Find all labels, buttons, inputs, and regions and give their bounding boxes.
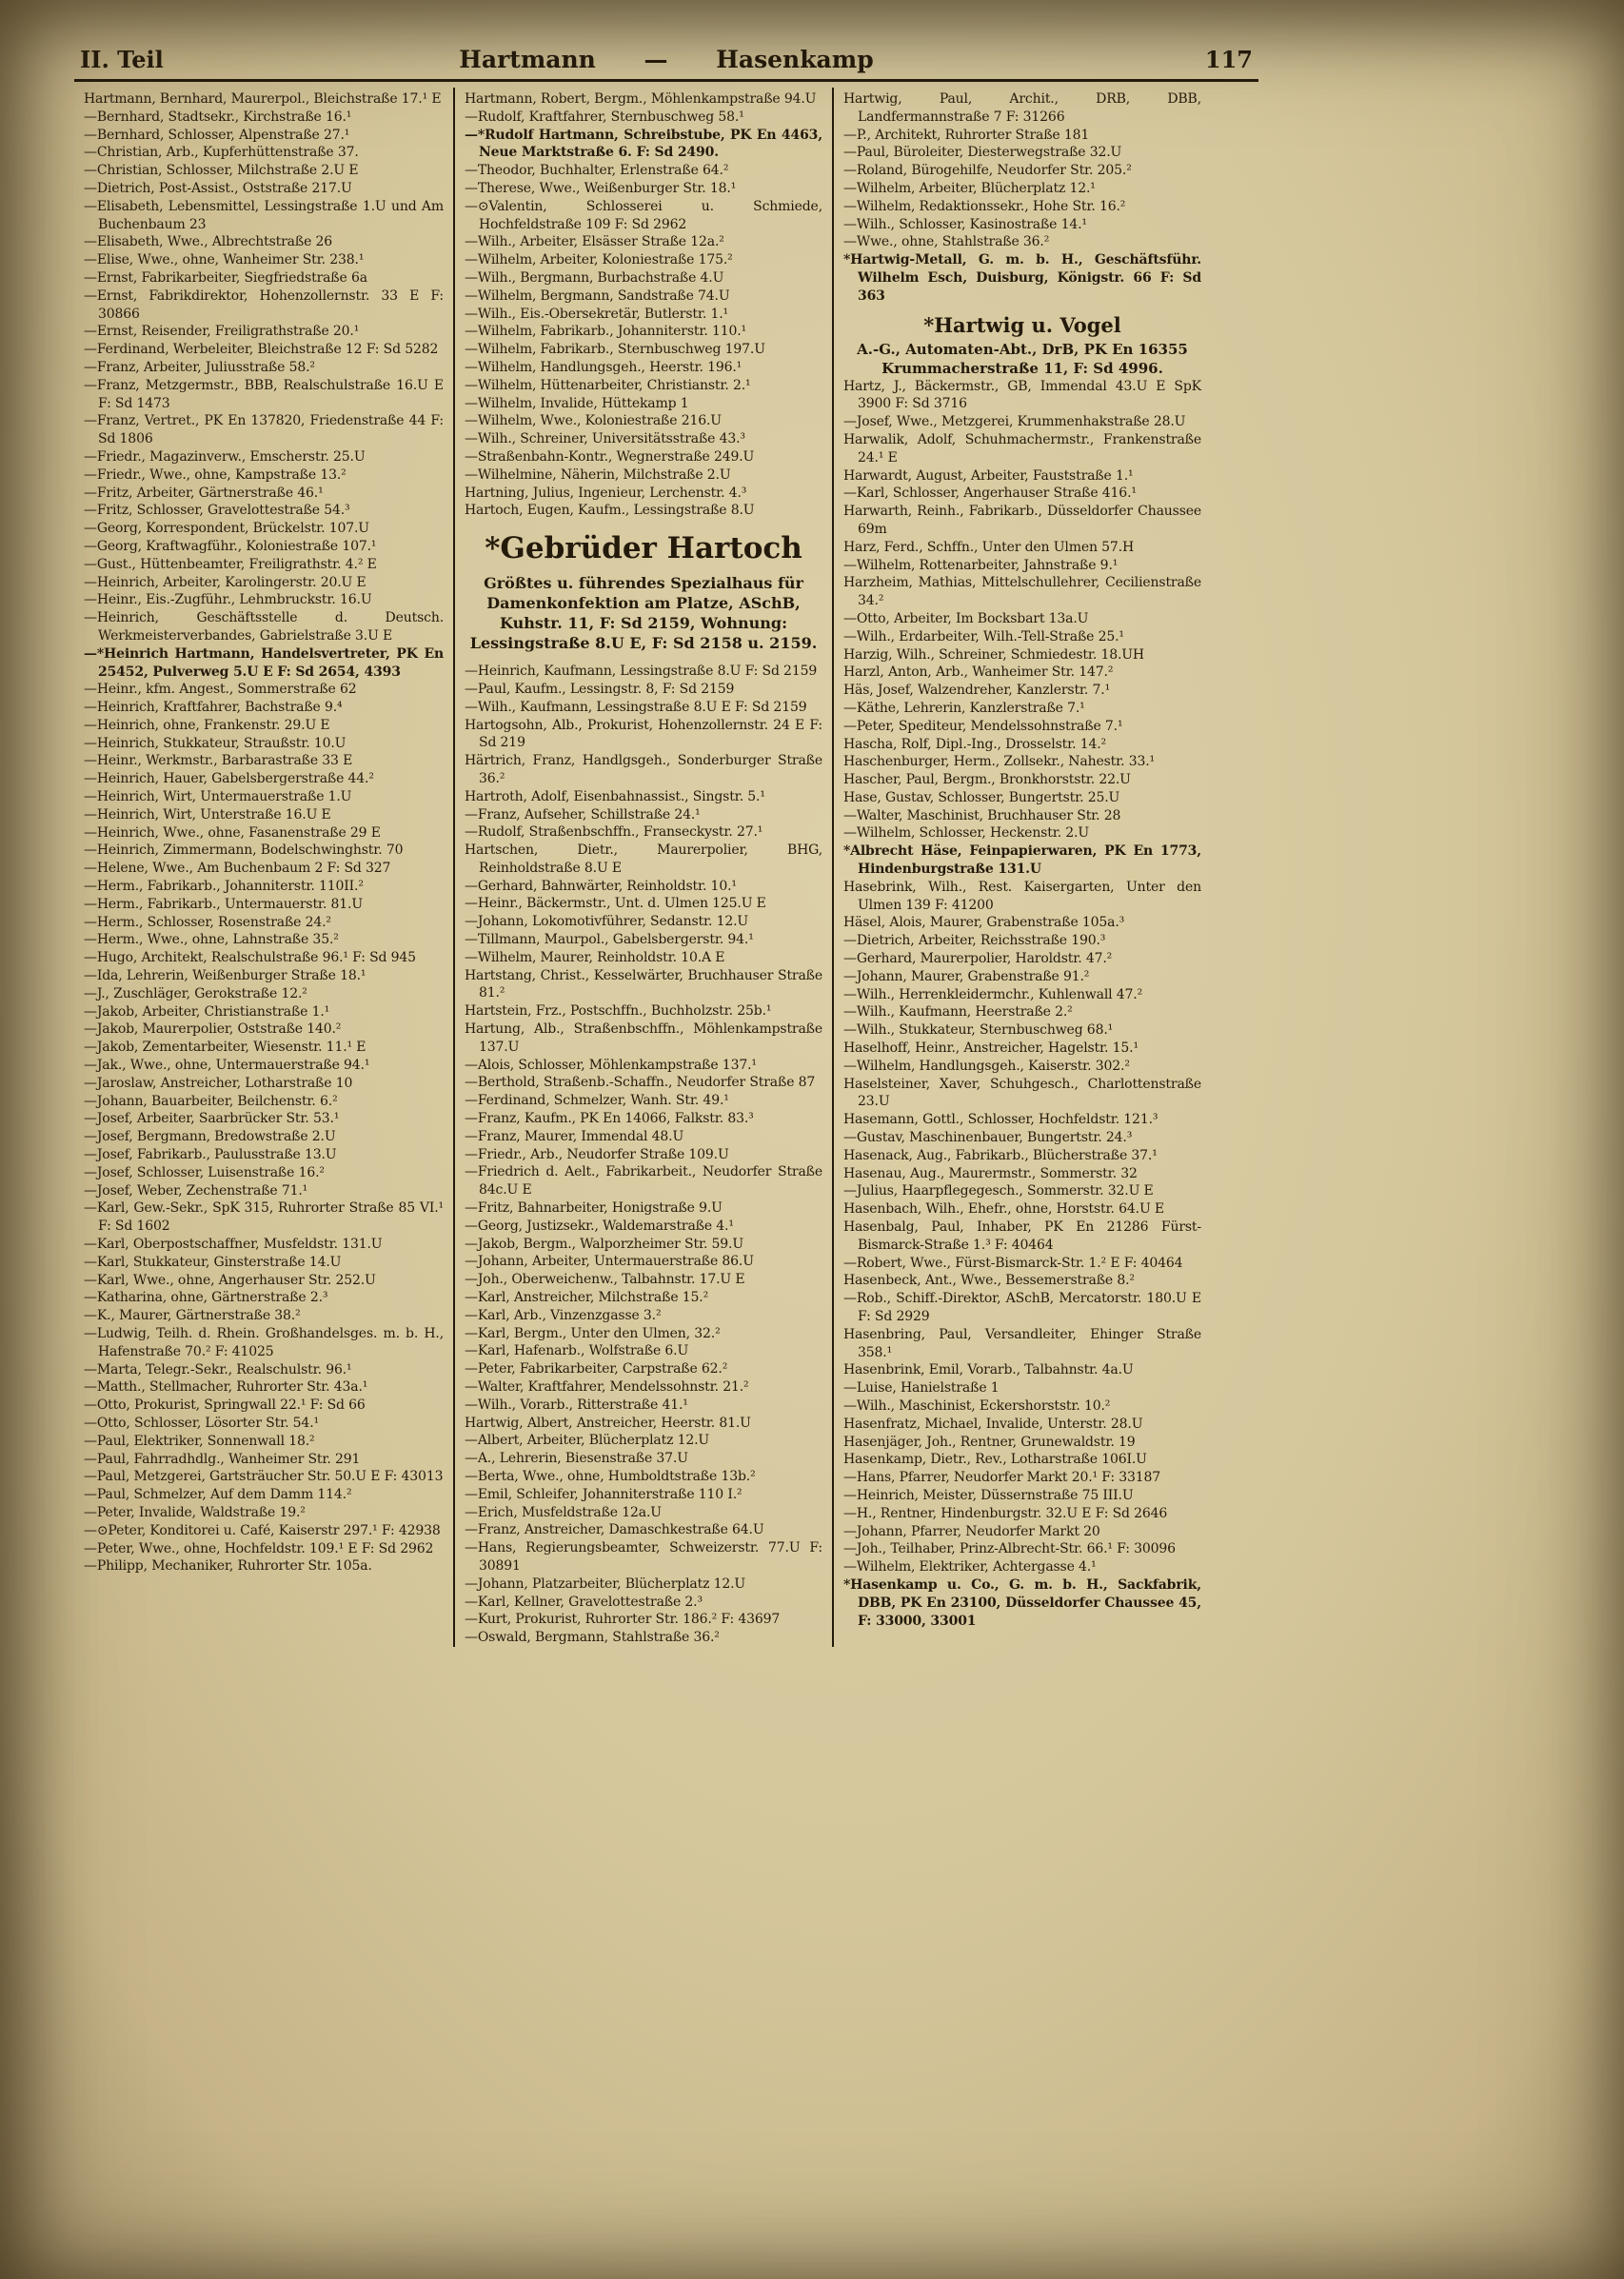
directory-entry: Hartmann, Bernhard, Maurerpol., Bleichstraße 17.¹ E bbox=[84, 91, 442, 107]
directory-entry: —Bernhard, Schlosser, Alpenstraße 27.¹ bbox=[84, 127, 350, 143]
directory-entry: —K., Maurer, Gärtnerstraße 38.² bbox=[84, 1308, 301, 1324]
directory-entry: —Albert, Arbeiter, Blücherplatz 12.U bbox=[465, 1433, 710, 1449]
directory-entry: —Josef, Weber, Zechenstraße 71.¹ bbox=[84, 1182, 308, 1199]
directory-entry: —Wilhelmine, Näherin, Milchstraße 2.U bbox=[465, 466, 731, 483]
directory-entry: —Georg, Kraftwagführ., Koloniestraße 107.¹ bbox=[84, 538, 377, 554]
directory-entry: —Johann, Platzarbeiter, Blücherplatz 12.U bbox=[465, 1575, 746, 1592]
directory-entry: —Walter, Kraftfahrer, Mendelssohnstr. 21.² bbox=[465, 1379, 749, 1395]
directory-entry: Hasenbeck, Ant., Wwe., Bessemerstraße 8.² bbox=[843, 1273, 1135, 1289]
directory-entry: Hasenbring, Paul, Versandleiter, Ehinger Straße 358.¹ bbox=[843, 1326, 1201, 1360]
directory-entry: Hartning, Julius, Ingenieur, Lerchenstr. 4.³ bbox=[465, 485, 747, 501]
directory-entry: —Wilhelm, Rottenarbeiter, Jahnstraße 9.¹ bbox=[843, 557, 1119, 573]
directory-entry: —Roland, Bürogehilfe, Neudorfer Str. 205.² bbox=[843, 163, 1132, 179]
directory-entry: —Heinrich, ohne, Frankenstr. 29.U E bbox=[84, 717, 330, 733]
directory-entry: —Johann, Lokomotivführer, Sedanstr. 12.U bbox=[465, 914, 749, 930]
ad-body-text: Größtes u. führendes Spezialhaus für Damenkonfektion am Platze, ASchB, Kuhstr. 11, F: Sd 2159, Wohnung: Lessingstraße 8.U E, F: Sd 2158 u. 2159. bbox=[469, 574, 818, 653]
directory-entry: —Karl, Hafenarb., Wolfstraße 6.U bbox=[465, 1343, 689, 1359]
directory-entry: —Robert, Wwe., Fürst-Bismarck-Str. 1.² E F: 40464 bbox=[843, 1255, 1183, 1271]
directory-entry: Hartoch, Eugen, Kaufm., Lessingstraße 8.U bbox=[465, 503, 755, 519]
directory-entry: Harzl, Anton, Arb., Wanheimer Str. 147.² bbox=[843, 664, 1114, 681]
directory-entry: —Ernst, Fabrikarbeiter, Siegfriedstraße 6a bbox=[84, 269, 367, 286]
directory-entry: —Paul, Schmelzer, Auf dem Damm 114.² bbox=[84, 1487, 352, 1503]
directory-entry: —Oswald, Bergmann, Stahlstraße 36.² bbox=[465, 1630, 720, 1646]
directory-entry: —Straßenbahn-Kontr., Wegnerstraße 249.U bbox=[465, 448, 755, 465]
directory-entry: —Karl, Gew.-Sekr., SpK 315, Ruhrorter Straße 85 VI.¹ F: Sd 1602 bbox=[84, 1200, 444, 1235]
ad-text-line: A.-G., Automaten-Abt., DrB, PK En 16355 bbox=[857, 340, 1188, 358]
directory-entry: —Karl, Bergm., Unter den Ulmen, 32.² bbox=[465, 1325, 721, 1341]
directory-entry: —Wilhelm, Fabrikarb., Johanniterstr. 110.¹ bbox=[465, 324, 746, 340]
directory-entry: —Julius, Haarpflegegesch., Sommerstr. 32.U E bbox=[843, 1183, 1154, 1199]
directory-entry: —Otto, Arbeiter, Im Bocksbart 13a.U bbox=[843, 610, 1089, 626]
directory-entry: —Heinrich, Wirt, Unterstraße 16.U E bbox=[84, 806, 331, 822]
directory-entry: —Georg, Korrespondent, Brückelstr. 107.U bbox=[84, 521, 369, 537]
directory-entry: —Theodor, Buchhalter, Erlenstraße 64.² bbox=[465, 163, 729, 179]
directory-entry: —Heinrich, Zimmermann, Bodelschwinghstr. 70 bbox=[84, 842, 404, 859]
directory-entry: —Therese, Wwe., Weißenburger Str. 18.¹ bbox=[465, 180, 737, 196]
header-page-number: 117 bbox=[1204, 46, 1253, 73]
directory-columns bbox=[74, 88, 1258, 1647]
directory-entry: —Marta, Telegr.-Sekr., Realschulstr. 96.¹ bbox=[84, 1361, 352, 1377]
directory-entry: —Wilh., Vorarb., Ritterstraße 41.¹ bbox=[465, 1397, 688, 1413]
directory-entry: —Heinrich, Geschäftsstelle d. Deutsch. Werkmeisterverbandes, Gabrielstraße 3.U E bbox=[84, 610, 444, 644]
directory-entry: —Jakob, Bergm., Walporzheimer Str. 59.U bbox=[465, 1236, 744, 1252]
directory-entry: Harwalik, Adolf, Schuhmachermstr., Frankenstraße 24.¹ E bbox=[843, 431, 1201, 466]
directory-entry: —Herm., Schlosser, Rosenstraße 24.² bbox=[84, 914, 331, 930]
directory-entry: —Herm., Wwe., ohne, Lahnstraße 35.² bbox=[84, 932, 339, 948]
directory-entry: —Karl, Stukkateur, Ginsterstraße 14.U bbox=[84, 1254, 342, 1270]
directory-entry: —Wilhelm, Handlungsgeh., Heerstr. 196.¹ bbox=[465, 359, 743, 375]
directory-entry: —Jaroslaw, Anstreicher, Lotharstraße 10 bbox=[84, 1075, 353, 1091]
directory-entry: —Karl, Arb., Vinzenzgasse 3.² bbox=[465, 1307, 662, 1323]
directory-entry: —Fritz, Bahnarbeiter, Honigstraße 9.U bbox=[465, 1200, 723, 1217]
directory-entry: —P., Architekt, Ruhrorter Straße 181 bbox=[843, 127, 1090, 143]
directory-entry: Hartung, Alb., Straßenbschffn., Möhlenkampstraße 137.U bbox=[465, 1021, 822, 1055]
directory-entry: —Wilh., Maschinist, Eckershorststr. 10.² bbox=[843, 1397, 1111, 1414]
directory-entry: —Rob., Schiff.-Direktor, ASchB, Mercatorstr. 180.U E F: Sd 2929 bbox=[843, 1291, 1201, 1324]
directory-entry: Hasebrink, Wilh., Rest. Kaisergarten, Unter den Ulmen 139 F: 41200 bbox=[843, 879, 1201, 913]
directory-entry: Harzig, Wilh., Schreiner, Schmiedestr. 18.UH bbox=[843, 646, 1144, 663]
directory-entry: —Paul, Metzgerei, Gartsträucher Str. 50.U E F: 43013 bbox=[84, 1469, 444, 1485]
directory-entry: —Heinrich, Wwe., ohne, Fasanenstraße 29 E bbox=[84, 824, 381, 841]
directory-entry: —Erich, Musfeldstraße 12a.U bbox=[465, 1504, 662, 1520]
directory-entry: —Heinrich, Stukkateur, Straußstr. 10.U bbox=[84, 735, 347, 751]
directory-entry: —Fritz, Schlosser, Gravelottestraße 54.³ bbox=[84, 503, 350, 519]
directory-entry: —Johann, Arbeiter, Untermauerstraße 86.U bbox=[465, 1254, 754, 1270]
page-content bbox=[74, 46, 1258, 1647]
directory-entry: —Johann, Maurer, Grabenstraße 91.² bbox=[843, 968, 1090, 984]
directory-entry: —Ferdinand, Schmelzer, Wanh. Str. 49.¹ bbox=[465, 1093, 729, 1109]
directory-entry: Haschenburger, Herm., Zollsekr., Nahestr. 33.¹ bbox=[843, 754, 1155, 770]
directory-entry: —Wilh., Kaufmann, Heerstraße 2.² bbox=[843, 1004, 1073, 1021]
directory-entry: —Alois, Schlosser, Möhlenkampstraße 137.¹ bbox=[465, 1057, 757, 1073]
directory-entry: —Wilh., Kaufmann, Lessingstraße 8.U E F: Sd 2159 bbox=[465, 699, 807, 715]
directory-entry: —Rudolf, Kraftfahrer, Sternbuschweg 58.¹ bbox=[465, 109, 744, 125]
directory-entry: Hascher, Paul, Bergm., Bronkhorststr. 22.U bbox=[843, 772, 1131, 788]
directory-entry: —Bernhard, Stadtsekr., Kirchstraße 16.¹ bbox=[84, 109, 352, 125]
directory-entry: —Franz, Anstreicher, Damaschkestraße 64.U bbox=[465, 1522, 764, 1538]
directory-entry: —Hugo, Architekt, Realschulstraße 96.¹ F: Sd 945 bbox=[84, 950, 416, 966]
directory-entry: —Karl, Kellner, Gravelottestraße 2.³ bbox=[465, 1594, 703, 1610]
directory-entry: Hartwig, Paul, Archit., DRB, DBB, Landfermannstraße 7 F: 31266 bbox=[843, 91, 1201, 125]
directory-entry: —Franz, Aufseher, Schillstraße 24.¹ bbox=[465, 806, 701, 822]
directory-entry: —Franz, Kaufm., PK En 14066, Falkstr. 83.³ bbox=[465, 1111, 754, 1127]
directory-entry: Hasenjäger, Joh., Rentner, Grunewaldstr. 19 bbox=[843, 1434, 1136, 1450]
directory-entry: —Rudolf, Straßenbschffn., Franseckystr. 27.¹ bbox=[465, 824, 763, 841]
directory-entry: —Berthold, Straßenb.-Schaffn., Neudorfer Straße 87 bbox=[465, 1075, 816, 1091]
directory-entry-bold: *Albrecht Häse, Feinpapierwaren, PK En 1773, Hindenburgstraße 131.U bbox=[843, 843, 1201, 878]
directory-entry: Hascha, Rolf, Dipl.-Ing., Drosselstr. 14.² bbox=[843, 736, 1106, 752]
directory-entry: —Wilhelm, Elektriker, Achtergasse 4.¹ bbox=[843, 1559, 1097, 1575]
directory-entry: —Josef, Bergmann, Bredowstraße 2.U bbox=[84, 1129, 336, 1145]
directory-entry: —Franz, Maurer, Immendal 48.U bbox=[465, 1128, 684, 1144]
directory-entry: —Ernst, Reisender, Freiligrathstraße 20.¹ bbox=[84, 324, 360, 340]
directory-entry: —Wilhelm, Redaktionssekr., Hohe Str. 16.² bbox=[843, 198, 1126, 214]
directory-column-1 bbox=[74, 88, 453, 1647]
directory-entry: —Wilhelm, Arbeiter, Koloniestraße 175.² bbox=[465, 252, 733, 268]
directory-entry: Harwarth, Reinh., Fabrikarb., Düsseldorfer Chaussee 69m bbox=[843, 504, 1201, 537]
directory-entry: Hartschen, Dietr., Maurerpolier, BHG, Reinholdstraße 8.U E bbox=[465, 842, 822, 876]
directory-entry: Hartroth, Adolf, Eisenbahnassist., Singstr. 5.¹ bbox=[465, 788, 765, 804]
directory-entry: —Käthe, Lehrerin, Kanzlerstraße 7.¹ bbox=[843, 700, 1085, 716]
ad-text-line: Krummacherstraße 11, F: Sd 4996. bbox=[881, 359, 1163, 377]
directory-entry: —Wilh., Erdarbeiter, Wilh.-Tell-Straße 25.¹ bbox=[843, 628, 1124, 644]
directory-entry: —Wilh., Bergmann, Burbachstraße 4.U bbox=[465, 269, 724, 286]
directory-entry: —Hans, Regierungsbeamter, Schweizerstr. 77.U F: 30891 bbox=[465, 1540, 822, 1574]
directory-entry: —Jakob, Arbeiter, Christianstraße 1.¹ bbox=[84, 1003, 330, 1020]
directory-entry: —Georg, Justizsekr., Waldemarstraße 4.¹ bbox=[465, 1218, 734, 1234]
directory-entry: —⊙Valentin, Schlosserei u. Schmiede, Hochfeldstraße 109 F: Sd 2962 bbox=[465, 198, 822, 232]
directory-entry: —Gerhard, Maurerpolier, Haroldstr. 47.² bbox=[843, 951, 1113, 967]
directory-entry: —Christian, Schlosser, Milchstraße 2.U E bbox=[84, 163, 359, 179]
directory-entry: —Wilhelm, Hüttenarbeiter, Christianstr. 2.¹ bbox=[465, 377, 751, 393]
directory-entry: —Paul, Elektriker, Sonnenwall 18.² bbox=[84, 1433, 315, 1449]
directory-entry: —Karl, Schlosser, Angerhauser Straße 416.¹ bbox=[843, 486, 1137, 502]
directory-entry: —Wilh., Stukkateur, Sternbuschweg 68.¹ bbox=[843, 1022, 1114, 1039]
directory-entry: —Josef, Schlosser, Luisenstraße 16.² bbox=[84, 1164, 325, 1180]
directory-entry: —Franz, Vertret., PK En 137820, Friedenstraße 44 F: Sd 1806 bbox=[84, 413, 444, 447]
directory-entry: —Wilhelm, Schlosser, Heckenstr. 2.U bbox=[843, 825, 1090, 842]
directory-entry: —Karl, Anstreicher, Milchstraße 15.² bbox=[465, 1290, 709, 1306]
directory-entry: Hasenbalg, Paul, Inhaber, PK En 21286 Fürst-Bismarck-Straße 1.³ F: 40464 bbox=[843, 1219, 1201, 1253]
directory-entry: Haselsteiner, Xaver, Schuhgesch., Charlottenstraße 23.U bbox=[843, 1076, 1201, 1110]
directory-entry: —Wilh., Arbeiter, Elsässer Straße 12a.² bbox=[465, 234, 724, 250]
directory-entry: —Elisabeth, Wwe., Albrechtstraße 26 bbox=[84, 234, 333, 250]
directory-entry: —Franz, Metzgermstr., BBB, Realschulstraße 16.U E F: Sd 1473 bbox=[84, 377, 444, 411]
directory-entry: —Karl, Wwe., ohne, Angerhauser Str. 252.U bbox=[84, 1272, 376, 1288]
directory-entry: —Matth., Stellmacher, Ruhrorter Str. 43a.¹ bbox=[84, 1379, 368, 1396]
directory-entry: Hartstang, Christ., Kesselwärter, Bruchhauser Straße 81.² bbox=[465, 967, 822, 1001]
directory-entry: —Philipp, Mechaniker, Ruhrorter Str. 105a. bbox=[84, 1558, 372, 1575]
directory-entry: —Wilh., Schlosser, Kasinostraße 14.¹ bbox=[843, 216, 1087, 232]
directory-entry: —Berta, Wwe., ohne, Humboldtstraße 13b.² bbox=[465, 1468, 756, 1484]
directory-entry: —Peter, Invalide, Waldstraße 19.² bbox=[84, 1504, 306, 1520]
directory-entry: —Wilhelm, Invalide, Hüttekamp 1 bbox=[465, 395, 689, 411]
directory-entry: —Friedr., Arb., Neudorfer Straße 109.U bbox=[465, 1146, 729, 1162]
directory-entry: —Heinr., Werkmstr., Barbarastraße 33 E bbox=[84, 753, 353, 769]
ad-title: *Gebrüder Hartoch bbox=[485, 531, 802, 566]
directory-entry: —Johann, Bauarbeiter, Beilchenstr. 6.² bbox=[84, 1093, 338, 1109]
directory-entry: —Josef, Arbeiter, Saarbrücker Str. 53.¹ bbox=[84, 1111, 340, 1127]
directory-entry: —Paul, Kaufm., Lessingstr. 8, F: Sd 2159 bbox=[465, 681, 735, 697]
directory-entry: —Christian, Arb., Kupferhüttenstraße 37. bbox=[84, 145, 359, 161]
directory-entry: —Jakob, Maurerpolier, Oststraße 140.² bbox=[84, 1021, 342, 1038]
directory-entry: —Herm., Fabrikarb., Untermauerstr. 81.U bbox=[84, 896, 364, 912]
directory-entry-bold: *Hasenkamp u. Co., G. m. b. H., Sackfabrik, DBB, PK En 23100, Düsseldorfer Chaussee 45, F: 33000, 33001 bbox=[843, 1576, 1201, 1629]
directory-entry: —Hans, Pfarrer, Neudorfer Markt 20.¹ F: 33187 bbox=[843, 1470, 1161, 1486]
directory-entry: Hasenbrink, Emil, Vorarb., Talbahnstr. 4a.U bbox=[843, 1362, 1134, 1378]
directory-entry: —Heinrich, Arbeiter, Karolingerstr. 20.U E bbox=[84, 574, 366, 590]
directory-entry: —Gerhard, Bahnwärter, Reinholdstr. 10.¹ bbox=[465, 878, 737, 894]
directory-entry: —Katharina, ohne, Gärtnerstraße 2.³ bbox=[84, 1290, 328, 1306]
directory-entry-bold: —*Heinrich Hartmann, Handelsvertreter, PK En 25452, Pulverweg 5.U E F: Sd 2654, 4393 bbox=[84, 645, 444, 680]
directory-entry: —Wilhelm, Arbeiter, Blücherplatz 12.¹ bbox=[843, 180, 1096, 196]
directory-entry: Harwardt, August, Arbeiter, Fauststraße 1.¹ bbox=[843, 467, 1134, 484]
directory-entry: —Karl, Oberpostschaffner, Musfeldstr. 131.U bbox=[84, 1237, 383, 1252]
directory-entry: —Heinrich, Hauer, Gabelsbergerstraße 44.² bbox=[84, 771, 374, 787]
directory-entry: Hasenack, Aug., Fabrikarb., Blücherstraße 37.¹ bbox=[843, 1147, 1158, 1163]
directory-entry: —Dietrich, Post-Assist., Oststraße 217.U bbox=[84, 180, 352, 196]
directory-entry-bold: —*Rudolf Hartmann, Schreibstube, PK En 4463, Neue Marktstraße 6. F: Sd 2490. bbox=[465, 127, 822, 161]
directory-entry: —Wilh., Herrenkleidermchr., Kuhlenwall 47.² bbox=[843, 986, 1143, 1002]
directory-entry: —Ferdinand, Werbeleiter, Bleichstraße 12 F: Sd 5282 bbox=[84, 342, 439, 358]
directory-entry: Hasenau, Aug., Maurermstr., Sommerstr. 32 bbox=[843, 1165, 1138, 1181]
directory-entry: —Peter, Wwe., ohne, Hochfeldstr. 109.¹ E F: Sd 2962 bbox=[84, 1540, 434, 1556]
directory-entry: —Tillmann, Maurpol., Gabelsbergerstr. 94.¹ bbox=[465, 932, 754, 948]
directory-entry: —Luise, Hanielstraße 1 bbox=[843, 1380, 1000, 1397]
header-name-range: Hartmann — Hasenkamp bbox=[459, 46, 874, 73]
directory-entry: Hartwig, Albert, Anstreicher, Heerstr. 81.U bbox=[465, 1415, 751, 1431]
directory-entry: Hasenkamp, Dietr., Rev., Lotharstraße 106I.U bbox=[843, 1452, 1147, 1468]
directory-entry: —Joh., Teilhaber, Prinz-Albrecht-Str. 66.¹ F: 30096 bbox=[843, 1541, 1176, 1557]
directory-entry: Haselhoff, Heinr., Anstreicher, Hagelstr. 15.¹ bbox=[843, 1040, 1139, 1057]
directory-entry: —Otto, Schlosser, Lösorter Str. 54.¹ bbox=[84, 1415, 319, 1431]
directory-entry: —Gust., Hüttenbeamter, Freiligrathstr. 4.² E bbox=[84, 556, 377, 572]
directory-entry: —Paul, Büroleiter, Diesterwegstraße 32.U bbox=[843, 145, 1122, 161]
directory-entry: —Wilhelm, Fabrikarb., Sternbuschweg 197.U bbox=[465, 342, 765, 358]
directory-entry: —A., Lehrerin, Biesenstraße 37.U bbox=[465, 1451, 688, 1467]
directory-entry: —Heinrich, Kaufmann, Lessingstraße 8.U F: Sd 2159 bbox=[465, 664, 818, 680]
directory-entry: Hartstein, Frz., Postschffn., Buchholzstr. 25b.¹ bbox=[465, 1003, 772, 1020]
directory-entry: —Heinr., Eis.-Zugführ., Lehmbruckstr. 16.U bbox=[84, 592, 372, 608]
directory-entry: —⊙Peter, Konditorei u. Café, Kaiserstr 297.¹ F: 42938 bbox=[84, 1522, 441, 1538]
directory-entry: —Fritz, Arbeiter, Gärtnerstraße 46.¹ bbox=[84, 485, 324, 501]
directory-entry: —Gustav, Maschinenbauer, Bungertstr. 24.³ bbox=[843, 1130, 1133, 1146]
directory-entry: —H., Rentner, Hindenburgstr. 32.U E F: Sd 2646 bbox=[843, 1505, 1168, 1521]
directory-entry: —Walter, Maschinist, Bruchhauser Str. 28 bbox=[843, 807, 1121, 823]
directory-entry: —Elise, Wwe., ohne, Wanheimer Str. 238.¹ bbox=[84, 252, 365, 268]
directory-entry: —Helene, Wwe., Am Buchenbaum 2 F: Sd 327 bbox=[84, 861, 391, 877]
directory-entry: —Wilhelm, Bergmann, Sandstraße 74.U bbox=[465, 287, 730, 304]
header-section-label: II. Teil bbox=[80, 46, 164, 73]
directory-entry: —Heinr., Bäckermstr., Unt. d. Ulmen 125.U E bbox=[465, 896, 766, 912]
directory-entry: —Wilh., Eis.-Obersekretär, Butlerstr. 1.¹ bbox=[465, 306, 728, 322]
directory-entry: —Wilhelm, Wwe., Koloniestraße 216.U bbox=[465, 413, 722, 429]
directory-entry: —Kurt, Prokurist, Ruhrorter Str. 186.² F: 43697 bbox=[465, 1612, 781, 1628]
directory-entry: Härtrich, Franz, Handlgsgeh., Sonderburger Straße 36.² bbox=[465, 753, 822, 786]
directory-entry: —Friedr., Wwe., ohne, Kampstraße 13.² bbox=[84, 466, 347, 483]
directory-entry: —Wilhelm, Maurer, Reinholdstr. 10.A E bbox=[465, 949, 725, 965]
directory-entry: —Peter, Spediteur, Mendelssohnstraße 7.¹ bbox=[843, 718, 1123, 734]
directory-entry: Hartogsohn, Alb., Prokurist, Hohenzollernstr. 24 E F: Sd 219 bbox=[465, 717, 822, 751]
directory-entry: —Franz, Arbeiter, Juliusstraße 58.² bbox=[84, 359, 315, 375]
directory-entry: —Ida, Lehrerin, Weißenburger Straße 18.¹ bbox=[84, 968, 366, 984]
directory-entry: Hase, Gustav, Schlosser, Bungertstr. 25.U bbox=[843, 789, 1120, 805]
directory-entry: —Elisabeth, Lebensmittel, Lessingstraße 1.U und Am Buchenbaum 23 bbox=[84, 198, 444, 232]
directory-entry: —Jak., Wwe., ohne, Untermauerstraße 94.¹ bbox=[84, 1058, 370, 1074]
directory-entry: —Wilhelm, Handlungsgeh., Kaiserstr. 302.² bbox=[843, 1058, 1130, 1074]
directory-entry: —Wwe., ohne, Stahlstraße 36.² bbox=[843, 234, 1050, 250]
directory-entry: —Ernst, Fabrikdirektor, Hohenzollernstr. 33 E F: 30866 bbox=[84, 287, 444, 322]
directory-column-3 bbox=[832, 88, 1211, 1647]
directory-entry: Harz, Ferd., Schffn., Unter den Ulmen 57.H bbox=[843, 539, 1135, 555]
directory-entry: —Emil, Schleifer, Johanniterstraße 110 I.² bbox=[465, 1486, 743, 1502]
directory-entry: Hasenfratz, Michael, Invalide, Unterstr. 28.U bbox=[843, 1416, 1143, 1432]
directory-entry: —Josef, Wwe., Metzgerei, Krummenhakstraße 28.U bbox=[843, 414, 1186, 430]
directory-entry: Harzheim, Mathias, Mittelschullehrer, Cecilienstraße 34.² bbox=[843, 575, 1201, 609]
directory-entry: Häs, Josef, Walzendreher, Kanzlerstr. 7.¹ bbox=[843, 683, 1111, 699]
directory-entry: —Johann, Pfarrer, Neudorfer Markt 20 bbox=[843, 1523, 1100, 1539]
directory-entry: —Peter, Fabrikarbeiter, Carpstraße 62.² bbox=[465, 1361, 728, 1377]
header-rule bbox=[74, 79, 1258, 82]
directory-entry: —J., Zuschläger, Gerokstraße 12.² bbox=[84, 985, 307, 1001]
directory-entry: Hartz, J., Bäckermstr., GB, Immendal 43.U E SpK 3900 F: Sd 3716 bbox=[843, 378, 1201, 412]
directory-entry: —Joh., Oberweichenw., Talbahnstr. 17.U E bbox=[465, 1272, 745, 1288]
ad-title: *Hartwig u. Vogel bbox=[923, 312, 1121, 337]
directory-entry: Hasemann, Gottl., Schlosser, Hochfeldstr. 121.³ bbox=[843, 1112, 1159, 1128]
directory-entry: —Heinr., kfm. Angest., Sommerstraße 62 bbox=[84, 682, 357, 698]
directory-entry: —Friedrich d. Aelt., Fabrikarbeit., Neudorfer Straße 84c.U E bbox=[465, 1164, 822, 1199]
directory-entry: —Friedr., Magazinverw., Emscherstr. 25.U bbox=[84, 448, 366, 465]
directory-entry: —Josef, Fabrikarb., Paulusstraße 13.U bbox=[84, 1147, 337, 1163]
directory-entry: —Jakob, Zementarbeiter, Wiesenstr. 11.¹ E bbox=[84, 1040, 366, 1056]
directory-entry: —Otto, Prokurist, Springwall 22.¹ F: Sd 66 bbox=[84, 1397, 366, 1414]
directory-entry: —Paul, Fahrradhdlg., Wanheimer Str. 291 bbox=[84, 1451, 361, 1467]
directory-entry: —Heinrich, Wirt, Untermauerstraße 1.U bbox=[84, 789, 352, 805]
directory-entry: —Heinrich, Meister, Düssernstraße 75 III.U bbox=[843, 1487, 1134, 1503]
directory-entry: —Dietrich, Arbeiter, Reichsstraße 190.³ bbox=[843, 933, 1106, 949]
directory-column-2 bbox=[453, 88, 832, 1647]
directory-entry: —Herm., Fabrikarb., Johanniterstr. 110II.² bbox=[84, 879, 364, 895]
directory-entry-bold: *Hartwig-Metall, G. m. b. H., Geschäftsführ. Wilhelm Esch, Duisburg, Königstr. 66 F: Sd 363 bbox=[843, 252, 1201, 304]
directory-entry: —Heinrich, Kraftfahrer, Bachstraße 9.⁴ bbox=[84, 700, 343, 716]
directory-entry: Hartmann, Robert, Bergm., Möhlenkampstraße 94.U bbox=[465, 91, 817, 107]
directory-entry: —Ludwig, Teilh. d. Rhein. Großhandelsges. m. b. H., Hafenstraße 70.² F: 41025 bbox=[84, 1325, 444, 1359]
directory-entry: Hasenbach, Wilh., Ehefr., ohne, Horststr. 64.U E bbox=[843, 1201, 1164, 1218]
directory-entry: —Wilh., Schreiner, Universitätsstraße 43.³ bbox=[465, 431, 745, 447]
page-header bbox=[74, 46, 1258, 79]
directory-entry: Häsel, Alois, Maurer, Grabenstraße 105a.³ bbox=[843, 915, 1125, 931]
